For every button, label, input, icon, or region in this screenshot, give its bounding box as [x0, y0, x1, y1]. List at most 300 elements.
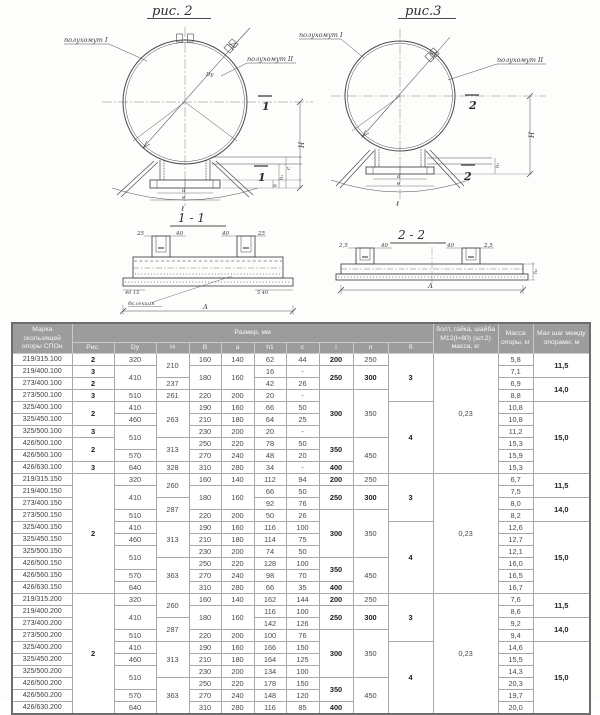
table-cell: 400 [319, 582, 353, 594]
col-header-a: а [221, 343, 254, 354]
table-cell: 200 [221, 546, 254, 558]
table-cell: 35 [286, 582, 319, 594]
table-cell: 250 [189, 438, 221, 450]
table-cell: 363 [156, 678, 189, 715]
sec22-dim-right1: 40 [447, 243, 454, 249]
fig2-dim-H: Н [298, 141, 306, 148]
fig2-dim-h1: h₁ [279, 174, 285, 180]
table-cell: 219/315.200 [12, 594, 72, 606]
table-cell: 270 [189, 450, 221, 462]
table-cell: 426/560.100 [12, 450, 72, 462]
sec22-dim-h1: h₁ [533, 268, 539, 274]
table-cell: 410 [114, 522, 156, 534]
table-cell: 450 [353, 678, 388, 715]
table-cell: 320 [114, 474, 156, 486]
figure-3-title: рис.3 [405, 4, 442, 19]
table-cell: 6,7 [498, 474, 533, 486]
sec22-dim-left1: 2,5 [339, 243, 348, 249]
table-cell: 190 [189, 642, 221, 654]
table-cell: 11,2 [498, 426, 533, 438]
table-cell: 450 [353, 438, 388, 474]
table-cell: 120 [286, 690, 319, 702]
table-cell: 15,5 [498, 654, 533, 666]
table-cell: 48 [254, 450, 286, 462]
table-cell: 14,0 [533, 498, 590, 522]
table-cell: 426/630.200 [12, 702, 72, 715]
table-cell: 94 [286, 474, 319, 486]
table-cell: 313 [156, 642, 189, 678]
table-cell: 220 [221, 678, 254, 690]
table-cell: 16 [254, 366, 286, 378]
table-cell: 300 [353, 366, 388, 390]
sec22-dim-left2: 40 [381, 243, 388, 249]
table-cell: 325/500.150 [12, 546, 72, 558]
fig3-section-mark-bottom: 2 [464, 170, 472, 183]
table-cell: 0,23 [433, 594, 498, 715]
table-cell: 11,5 [533, 354, 590, 378]
table-cell: 270 [189, 690, 221, 702]
table-cell: 98 [254, 570, 286, 582]
table-row [12, 378, 590, 390]
table-header [12, 323, 590, 354]
table-cell: 426/630.100 [12, 462, 72, 474]
table-cell: 0,23 [433, 474, 498, 594]
table-cell: 150 [286, 678, 319, 690]
table-cell: 14,0 [533, 618, 590, 642]
table-cell: 2 [72, 402, 114, 426]
table-cell: 219/400.200 [12, 606, 72, 618]
table-cell: 210 [189, 654, 221, 666]
table-cell: 325/500.200 [12, 666, 72, 678]
fig3-dim-a: а [397, 174, 401, 180]
table-row [12, 354, 590, 366]
col-header-ris: Рис. [72, 343, 114, 354]
fig3-halfclamp1-label: полухомут I [299, 31, 343, 39]
table-cell: 62 [254, 354, 286, 366]
table-cell: 116 [254, 522, 286, 534]
table-cell: 328 [156, 462, 189, 474]
table-cell: 44 [286, 354, 319, 366]
table-cell: 219/315.150 [12, 474, 72, 486]
table-cell: 100 [286, 558, 319, 570]
table-cell: 287 [156, 618, 189, 642]
table-cell: 250 [189, 678, 221, 690]
table-cell: - [286, 462, 319, 474]
table-cell: 50 [254, 510, 286, 522]
table-cell: 300 [319, 630, 353, 678]
fig3-dim-l: ℓ [396, 199, 400, 208]
table-row [12, 402, 590, 414]
table-cell: 325/450.150 [12, 534, 72, 546]
table-cell: 160 [221, 366, 254, 390]
fig3-dim-h1: h₁ [495, 162, 501, 168]
table-cell: 250 [319, 366, 353, 390]
table-cell: 300 [319, 510, 353, 558]
fig2-dim-a: а [182, 188, 186, 194]
col-header-massa: Масса опоры, кг [498, 323, 533, 354]
col-header-lam: л [353, 343, 388, 354]
technical-drawings [0, 0, 600, 322]
table-cell: 273/400.150 [12, 498, 72, 510]
fig3-dim-v: в [397, 181, 401, 187]
table-body [12, 354, 590, 715]
table-cell: 100 [286, 522, 319, 534]
table-cell: 8,0 [498, 498, 533, 510]
table-cell: 426/560.200 [12, 690, 72, 702]
fig3-halfclamp2-label: полухомут II [497, 56, 544, 64]
table-cell: 78 [254, 438, 286, 450]
col-header-shag: Мах шаг между опорами, м [533, 323, 590, 354]
section-2-2-title: 2 - 2 [398, 228, 425, 242]
table-cell: 66 [254, 486, 286, 498]
table-cell: 240 [221, 450, 254, 462]
table-cell: 148 [254, 690, 286, 702]
table-cell: 410 [114, 366, 156, 390]
fig2-section-mark-top: 1 [262, 100, 270, 113]
table-cell: 0,23 [433, 354, 498, 474]
table-cell: 219/400.150 [12, 486, 72, 498]
table-cell: 160 [221, 642, 254, 654]
table-cell: 180 [189, 486, 221, 510]
table-cell: 12,7 [498, 534, 533, 546]
table-cell: 125 [286, 654, 319, 666]
table-cell: 250 [319, 486, 353, 510]
table-cell: 85 [286, 702, 319, 715]
table-cell: 20,0 [498, 702, 533, 715]
table-cell: 510 [114, 666, 156, 690]
table-cell: 140 [221, 354, 254, 366]
table-cell: 310 [189, 462, 221, 474]
table-cell: 166 [254, 642, 286, 654]
table-cell: 350 [353, 630, 388, 678]
table-cell: 261 [156, 390, 189, 402]
table-cell: 280 [221, 462, 254, 474]
table-cell: 200 [319, 594, 353, 606]
table-cell: 230 [189, 426, 221, 438]
table-cell: 260 [156, 594, 189, 618]
fig2-halfclamp1-label: полухомут I [64, 36, 108, 44]
table-cell: 164 [254, 654, 286, 666]
table-cell: 92 [254, 498, 286, 510]
col-header-h: Н [156, 343, 189, 354]
table-cell: 66 [254, 402, 286, 414]
table-cell: 260 [156, 474, 189, 498]
table-cell: 15,3 [498, 438, 533, 450]
col-header-h1: h1 [254, 343, 286, 354]
table-cell: 280 [221, 582, 254, 594]
dimensions-table [11, 322, 591, 715]
table-cell: 2 [72, 378, 114, 390]
table-cell: 144 [286, 594, 319, 606]
table-cell: 640 [114, 702, 156, 715]
table-cell: 11,5 [533, 594, 590, 618]
table-cell: 3 [388, 594, 433, 642]
col-header-b: б [388, 343, 433, 354]
table-cell: 180 [189, 606, 221, 630]
table-cell: 160 [189, 474, 221, 486]
col-header-dy: Dy [114, 343, 156, 354]
table-cell: 15,0 [533, 402, 590, 474]
table-cell: 426/500.200 [12, 678, 72, 690]
fig2-dim-b: б [273, 184, 279, 187]
col-header-b-cap: В [189, 343, 221, 354]
table-cell: 220 [189, 630, 221, 642]
table-cell: 64 [254, 414, 286, 426]
table-cell: 142 [254, 618, 286, 630]
table-cell: 273/400.200 [12, 618, 72, 630]
table-cell: 114 [254, 534, 286, 546]
table-cell: 50 [286, 402, 319, 414]
table-cell: 70 [286, 570, 319, 582]
table-cell: 200 [221, 510, 254, 522]
table-cell: 237 [156, 378, 189, 390]
table-cell: 410 [114, 642, 156, 654]
table-cell: 126 [286, 618, 319, 630]
table-cell: 460 [114, 414, 156, 426]
table-cell: 20 [254, 426, 286, 438]
sec22-dim-A: А [428, 282, 433, 290]
section-2-2-drawing [336, 228, 539, 294]
table-cell: 310 [189, 702, 221, 715]
table-cell: 350 [319, 678, 353, 702]
table-cell: 3 [72, 462, 114, 474]
table-cell: 7,6 [498, 594, 533, 606]
table-cell: 250 [319, 606, 353, 630]
table-cell: 4 [388, 642, 433, 715]
table-cell: 570 [114, 570, 156, 582]
table-cell: 2 [72, 354, 114, 366]
fig2-dim-l: ℓ [181, 204, 185, 213]
table-cell: 10,8 [498, 414, 533, 426]
table-cell: 20,3 [498, 678, 533, 690]
table-cell: 190 [189, 522, 221, 534]
table-cell: 190 [189, 402, 221, 414]
table-cell: 162 [254, 594, 286, 606]
sec11-note: бк.секция [128, 301, 155, 307]
table-cell: 160 [189, 594, 221, 606]
table-cell: 26 [286, 378, 319, 390]
table-cell: 230 [189, 666, 221, 678]
table-cell: 220 [189, 390, 221, 402]
col-header-razmer: Размер, мм [72, 323, 433, 343]
table-cell: 180 [189, 366, 221, 390]
table-cell: 200 [221, 630, 254, 642]
table-cell: 273/500.100 [12, 390, 72, 402]
table-cell: 50 [286, 486, 319, 498]
table-cell: 134 [254, 666, 286, 678]
table-cell: 100 [286, 666, 319, 678]
col-header-c: с [286, 343, 319, 354]
table-cell: 426/500.100 [12, 438, 72, 450]
table-cell: 640 [114, 462, 156, 474]
table-cell: 15,0 [533, 642, 590, 715]
table-cell: 426/630.150 [12, 582, 72, 594]
table-cell: 200 [319, 354, 353, 366]
table-cell: 426/560.150 [12, 570, 72, 582]
section-1-1-title: 1 - 1 [178, 211, 205, 225]
table-cell: 178 [254, 678, 286, 690]
table-cell: 250 [353, 474, 388, 486]
table-cell: 100 [254, 630, 286, 642]
table-cell: 210 [189, 414, 221, 426]
table-cell: 510 [114, 390, 156, 402]
table-cell: 200 [221, 390, 254, 402]
table-row [12, 462, 590, 474]
table-cell: 50 [286, 546, 319, 558]
table-cell: 220 [189, 510, 221, 522]
table-row [12, 474, 590, 486]
sec11-dim-A: А [203, 303, 208, 311]
sec11-dim-left2: 40 [176, 231, 183, 237]
fig3-section-mark-top: 2 [469, 99, 477, 112]
table-cell: 14,0 [533, 378, 590, 402]
table-cell: - [286, 390, 319, 402]
table-cell: 263 [156, 402, 189, 438]
table-cell: 510 [114, 630, 156, 642]
table-cell: 287 [156, 498, 189, 522]
table-cell: 25 [286, 414, 319, 426]
table-cell: 7,5 [498, 486, 533, 498]
table-cell: 2 [72, 474, 114, 594]
table-cell: 66 [254, 582, 286, 594]
table-cell: 325/400.200 [12, 642, 72, 654]
table-cell: 300 [353, 486, 388, 510]
col-header-bolt: болт, гайка, шайба М12(l=80) (шт.2) масса, кг [433, 323, 498, 354]
figure-2-title: рис. 2 [152, 4, 193, 19]
table-cell: 200 [221, 666, 254, 678]
table-cell: 273/500.200 [12, 630, 72, 642]
table-cell: 42 [254, 378, 286, 390]
table-row [12, 426, 590, 438]
table-cell: 160 [221, 606, 254, 630]
fig2-dy-label: Dy [206, 72, 214, 78]
table-cell: 8,8 [498, 390, 533, 402]
table-cell: 128 [254, 558, 286, 570]
fig2-dim-v: в [182, 195, 186, 201]
sec11-dim-right1: 40 [222, 231, 229, 237]
table-cell: 3 [72, 426, 114, 438]
table-cell: 250 [353, 354, 388, 366]
table-cell: 426/500.150 [12, 558, 72, 570]
table-cell: 240 [221, 570, 254, 582]
table-cell: 4 [388, 522, 433, 594]
table-cell: 200 [319, 474, 353, 486]
table-cell: 410 [114, 606, 156, 630]
table-cell: 350 [353, 390, 388, 438]
table-cell: 300 [319, 390, 353, 438]
table-cell: 410 [114, 486, 156, 510]
table-cell: 4 [388, 402, 433, 474]
table-cell: 14,3 [498, 666, 533, 678]
table-cell: 100 [286, 606, 319, 618]
table-cell: 313 [156, 438, 189, 462]
table-cell: 9,4 [498, 630, 533, 642]
table-cell: 325/450.200 [12, 654, 72, 666]
table-cell: - [286, 366, 319, 378]
table-cell: 325/500.100 [12, 426, 72, 438]
fig2-dim-c: с [286, 166, 292, 170]
table-cell: 400 [319, 702, 353, 715]
table-cell: 640 [114, 582, 156, 594]
table-cell: 219/315.100 [12, 354, 72, 366]
table-cell: 75 [286, 534, 319, 546]
table-cell: 250 [353, 594, 388, 606]
table-cell: 570 [114, 690, 156, 702]
table-cell: 3 [72, 390, 114, 402]
table-row [12, 594, 590, 606]
section-1-1-drawing [120, 211, 296, 315]
table-cell: 325/400.150 [12, 522, 72, 534]
table-cell: 3 [72, 366, 114, 378]
table-cell: 300 [353, 606, 388, 630]
fig3-dim-H: Н [528, 131, 536, 138]
table-cell: 219/400.100 [12, 366, 72, 378]
table-cell: 12,6 [498, 522, 533, 534]
table-cell: 400 [319, 462, 353, 474]
table-cell: 210 [156, 354, 189, 378]
table-cell: 313 [156, 522, 189, 558]
table-cell: 160 [221, 486, 254, 510]
table-cell: 363 [156, 558, 189, 594]
table-cell: 180 [221, 414, 254, 426]
table-cell: 15,9 [498, 450, 533, 462]
table-cell: 220 [221, 558, 254, 570]
table-cell: 180 [221, 534, 254, 546]
table-cell: 26 [286, 510, 319, 522]
table-cell: 10,8 [498, 402, 533, 414]
table-cell: 280 [221, 702, 254, 715]
table-cell: 34 [254, 462, 286, 474]
table-cell: 325/450.100 [12, 414, 72, 426]
table-cell: 240 [221, 690, 254, 702]
col-header-marka: Марка скользящей опоры СПОн [12, 323, 72, 354]
table-cell: 270 [189, 570, 221, 582]
table-cell: 410 [114, 402, 156, 414]
table-cell: 140 [221, 474, 254, 486]
sec11-ann-left: 40 15 [125, 290, 140, 296]
table-cell: 160 [221, 402, 254, 414]
table-cell: 160 [221, 522, 254, 534]
figure-2-drawing [64, 4, 313, 213]
sec11-ann-right: 5 40 [257, 290, 269, 296]
table-cell: 50 [286, 438, 319, 450]
table-cell: 7,1 [498, 366, 533, 378]
sec11-dim-left1: 25 [137, 231, 144, 237]
table-cell: 220 [221, 438, 254, 450]
table-cell: 325/400.100 [12, 402, 72, 414]
table-cell: 200 [221, 426, 254, 438]
table-cell: 12,1 [498, 546, 533, 558]
table-cell: 20 [254, 390, 286, 402]
clamp-bolt-icon [224, 39, 238, 53]
table-cell: 320 [114, 354, 156, 366]
table-cell: 350 [319, 558, 353, 582]
table-cell: 460 [114, 534, 156, 546]
table-row [12, 390, 590, 402]
table-cell: 160 [189, 354, 221, 366]
table-cell: 20 [286, 450, 319, 462]
table-cell: 180 [221, 654, 254, 666]
table-cell: 8,2 [498, 510, 533, 522]
table-cell: 76 [286, 630, 319, 642]
fig2-section-mark-bottom: 1 [258, 171, 266, 184]
table-cell: 350 [353, 510, 388, 558]
table-cell: 16,0 [498, 558, 533, 570]
table-cell: 350 [319, 438, 353, 462]
table-cell: 15,3 [498, 462, 533, 474]
table-cell: 116 [254, 702, 286, 715]
table-cell: 6,9 [498, 378, 533, 390]
